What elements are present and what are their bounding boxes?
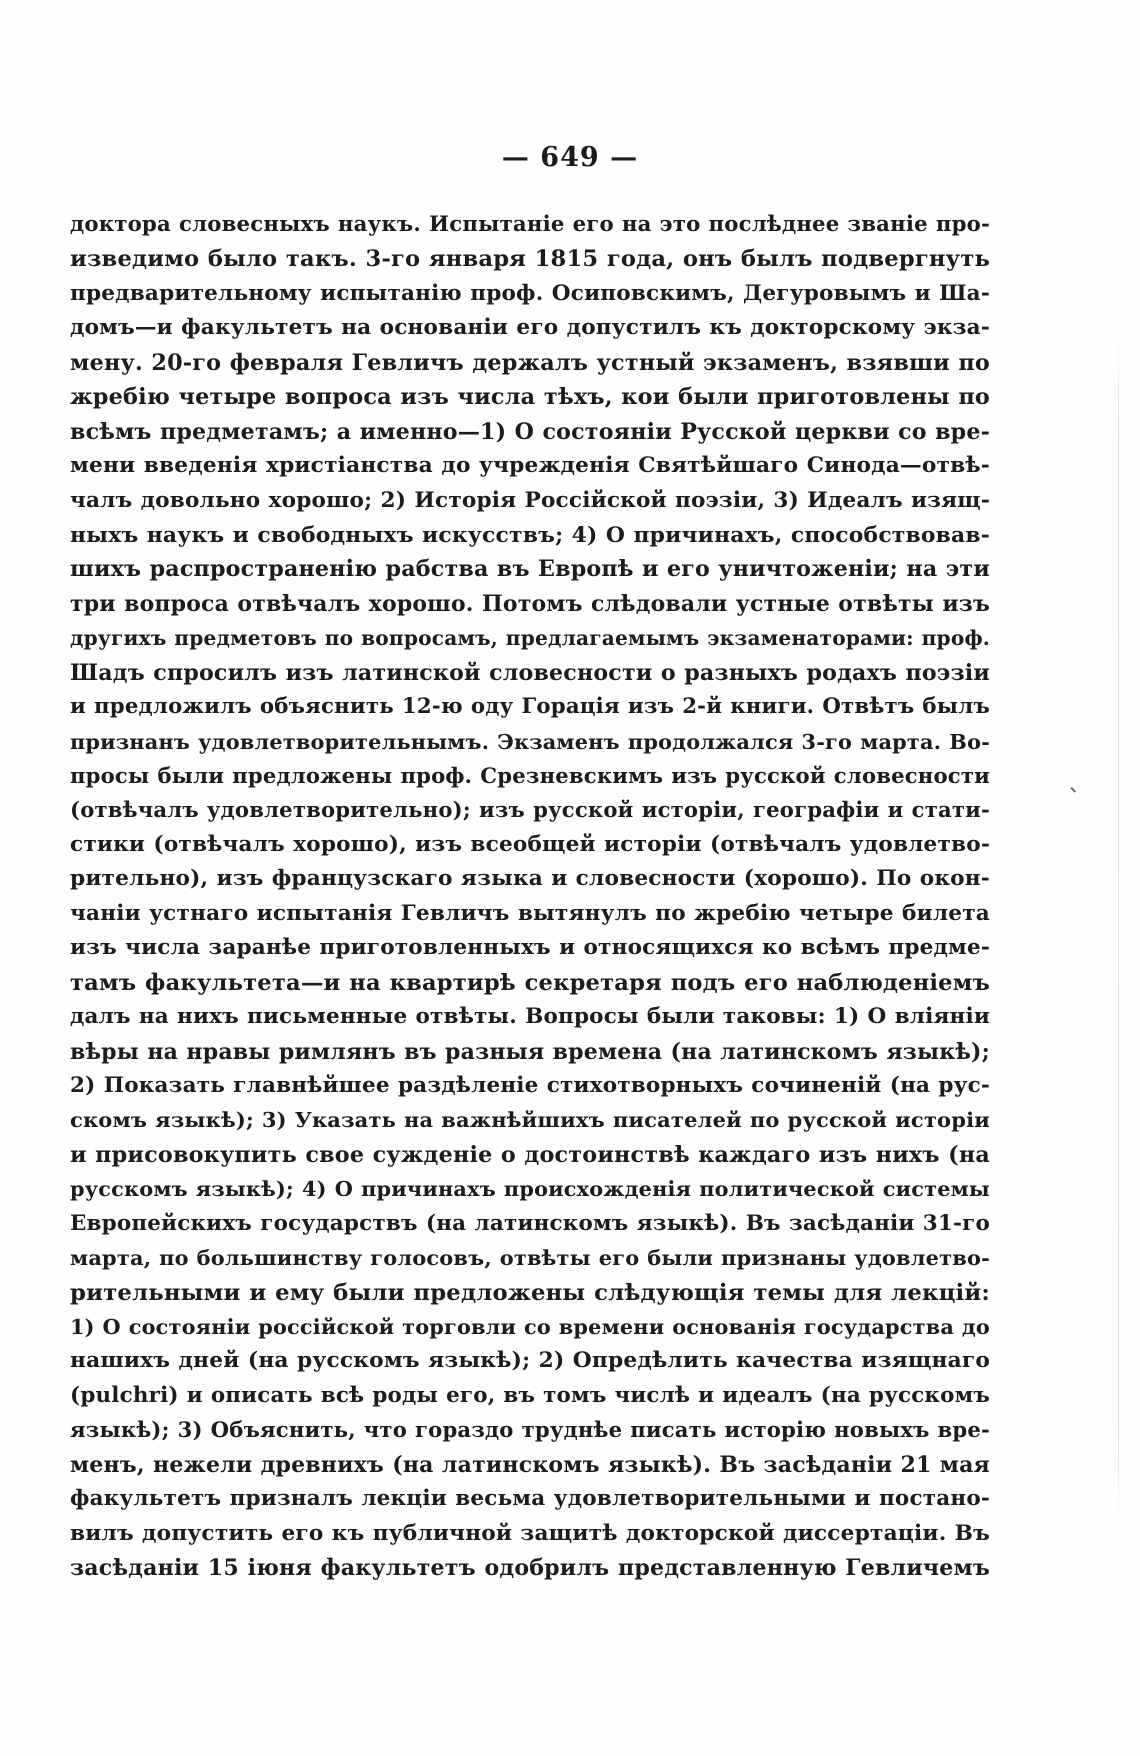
- text-line: и предложилъ объяснить 12-ю оду Горація изъ 2-й книги. Отвѣтъ былъ: [70, 694, 990, 720]
- text-line: 1) О состояніи россійской торговли со времени основанія государства до: [70, 1314, 990, 1339]
- text-line: 2) Показать главнѣйшее раздѣленіе стихотворныхъ сочиненій (на рус-: [70, 1072, 990, 1098]
- text-line: далъ на нихъ письменные отвѣты. Вопросы были таковы: 1) О вліяніи: [70, 1004, 990, 1030]
- text-line: стики (отвѣчалъ хорошо), изъ всеобщей исторіи (отвѣчалъ удовлетво-: [70, 831, 990, 857]
- text-line: языкѣ); 3) Объяснить, что гораздо труднѣе писать исторію новыхъ вре-: [70, 1417, 990, 1443]
- text-line: засѣданіи 15 іюня факультетъ одобрилъ представленную Гевличемъ: [70, 1555, 990, 1582]
- text-line: (pulchri) и описать всѣ роды его, въ томъ числѣ и идеалъ (на русскомъ: [70, 1382, 990, 1408]
- text-line: нашихъ дней (на русскомъ языкѣ); 2) Опредѣлить качества изящнаго: [70, 1348, 990, 1374]
- text-line: менъ, нежели древнихъ (на латинскомъ языкѣ). Въ засѣданіи 21 мая: [70, 1451, 990, 1478]
- scan-edge: [1118, 330, 1119, 1530]
- text-line: ныхъ наукъ и свободныхъ искусствъ; 4) О причинахъ, способствовав-: [70, 521, 990, 548]
- text-line: всѣмъ предметамъ; а именно—1) О состояніи Русской церкви со вре-: [70, 418, 990, 445]
- text-line: вѣры на нравы римлянъ въ разныя времена (на латинскомъ языкѣ);: [70, 1038, 990, 1065]
- text-line: мену. 20-го февраля Гевличъ держалъ устный экзаменъ, взявши по: [70, 349, 990, 376]
- text-line: вилъ допустить его къ публичной защитѣ докторской диссертаціи. Въ: [70, 1520, 990, 1546]
- text-line: признанъ удовлетворительнымъ. Экзаменъ продолжался 3-го марта. Во-: [70, 728, 990, 754]
- text-line: тамъ факультета—и на квартирѣ секретаря подъ его наблюденіемъ: [70, 969, 990, 996]
- text-line: скомъ языкѣ); 3) Указать на важнѣйшихъ писателей по русской исторіи: [70, 1107, 990, 1133]
- text-line: факультетъ призналъ лекціи весьма удовлетворительными и постано-: [70, 1486, 990, 1512]
- text-line: Шадъ спросилъ изъ латинской словесности о разныхъ родахъ поэзіи: [70, 659, 990, 686]
- text-line: домъ—и факультетъ на основаніи его допустилъ къ докторскому экза-: [70, 315, 990, 341]
- text-line: и присовокупить свое сужденіе о достоинствѣ каждаго изъ нихъ (на: [70, 1141, 990, 1168]
- page-number: — 649 —: [501, 142, 639, 173]
- text-line: доктора словесныхъ наукъ. Испытаніе его на это послѣднее званіе про-: [70, 212, 990, 237]
- text-line: изведимо было такъ. 3-го января 1815 года, онъ былъ подвергнуть: [70, 246, 990, 273]
- text-line: русскомъ языкѣ); 4) О причинахъ происхожденія политической системы: [70, 1176, 990, 1202]
- text-line: марта, по большинству голосовъ, отвѣты его были признаны удовлетво-: [70, 1245, 990, 1271]
- text-line: другихъ предметовъ по вопросамъ, предлагаемымъ экзаменаторами: проф.: [70, 626, 990, 651]
- text-line: Европейскихъ государствъ (на латинскомъ языкѣ). Въ засѣданіи 31-го: [70, 1210, 990, 1236]
- text-line: изъ числа заранѣе приготовленныхъ и относящихся ко всѣмъ предме-: [70, 935, 990, 961]
- text-line: предварительному испытанію проф. Осиповскимъ, Дегуровымъ и Ша-: [70, 280, 990, 306]
- text-line: мени введенія христіанства до учрежденія Святѣйшаго Синода—отвѣ-: [70, 453, 990, 479]
- text-line: шихъ распространенію рабства въ Европѣ и его уничтоженіи; на эти: [70, 556, 990, 583]
- text-line: просы были предложены проф. Срезневскимъ изъ русской словесности: [70, 763, 990, 788]
- text-line: чалъ довольно хорошо; 2) Исторія Россійской поэзіи, 3) Идеалъ изящ-: [70, 487, 990, 513]
- text-line: рительными и ему были предложены слѣдующія темы для лекцій:: [70, 1279, 990, 1306]
- text-line: рительно), изъ французскаго языка и словесности (хорошо). По окон-: [70, 866, 990, 892]
- margin-mark: [1070, 781, 1081, 792]
- text-line: три вопроса отвѣчалъ хорошо. Потомъ слѣдовали устные отвѣты изъ: [70, 590, 990, 617]
- body-text: [70, 208, 990, 1586]
- text-line: чаніи устнаго испытанія Гевличъ вытянулъ по жребію четыре билета: [70, 900, 990, 926]
- text-line: жребію четыре вопроса изъ числа тѣхъ, кои были приготовлены по: [70, 384, 990, 411]
- text-line: (отвѣчалъ удовлетворительно); изъ русской исторіи, географіи и стати-: [70, 797, 990, 823]
